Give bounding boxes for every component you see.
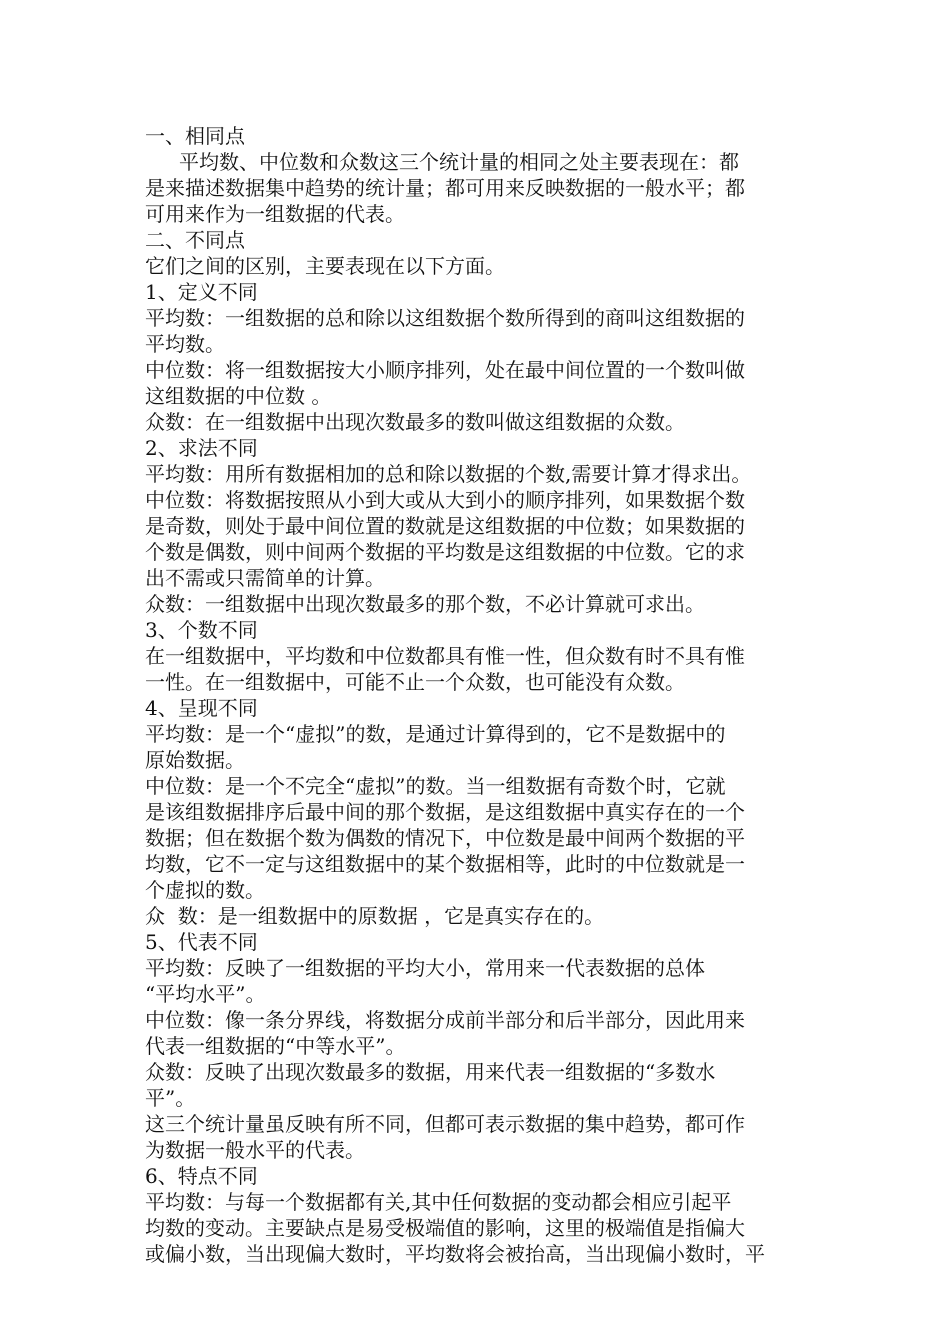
paragraph-line: 中位数：是一个不完全“虚拟”的数。当一组数据有奇数个时，它就 bbox=[145, 774, 726, 798]
paragraph-line: 平均数：与每一个数据都有关,其中任何数据的变动都会相应引起平 bbox=[145, 1190, 732, 1214]
paragraph-line: 或偏小数，当出现偏大数时，平均数将会被抬高，当出现偏小数时，平 bbox=[145, 1242, 765, 1266]
paragraph-line: “平均水平”。 bbox=[145, 982, 266, 1006]
paragraph-line: 是该组数据排序后最中间的那个数据，是这组数据中真实存在的一个 bbox=[145, 800, 745, 824]
subheading-characteristics: 6、特点不同 bbox=[145, 1164, 258, 1188]
paragraph-line: 均数的变动。主要缺点是易受极端值的影响，这里的极端值是指偏大 bbox=[145, 1216, 745, 1240]
paragraph-line: 平均数：一组数据的总和除以这组数据个数所得到的商叫这组数据的 bbox=[145, 306, 745, 330]
paragraph-line: 众数：反映了出现次数最多的数据，用来代表一组数据的“多数水 bbox=[145, 1060, 716, 1084]
paragraph-line: 中位数：像一条分界线，将数据分成前半部分和后半部分，因此用来 bbox=[145, 1008, 745, 1032]
paragraph-line: 个虚拟的数。 bbox=[145, 878, 265, 902]
paragraph-line: 代表一组数据的“中等水平”。 bbox=[145, 1034, 406, 1058]
paragraph-line: 是来描述数据集中趋势的统计量；都可用来反映数据的一般水平；都 bbox=[145, 176, 745, 200]
paragraph-line: 可用来作为一组数据的代表。 bbox=[145, 202, 405, 226]
paragraph-line: 中位数：将一组数据按大小顺序排列，处在最中间位置的一个数叫做 bbox=[145, 358, 745, 382]
paragraph-line: 个数是偶数，则中间两个数据的平均数是这组数据的中位数。它的求 bbox=[145, 540, 745, 564]
paragraph-line: 平均数、中位数和众数这三个统计量的相同之处主要表现在：都 bbox=[179, 150, 739, 174]
heading-different-points: 二、不同点 bbox=[145, 228, 245, 252]
paragraph-line: 它们之间的区别，主要表现在以下方面。 bbox=[145, 254, 505, 278]
paragraph-line: 平均数：反映了一组数据的平均大小，常用来一代表数据的总体 bbox=[145, 956, 705, 980]
subheading-count: 3、个数不同 bbox=[145, 618, 258, 642]
paragraph-line: 数据；但在数据个数为偶数的情况下，中位数是最中间两个数据的平 bbox=[145, 826, 745, 850]
paragraph-line: 中位数：将数据按照从小到大或从大到小的顺序排列，如果数据个数 bbox=[145, 488, 745, 512]
paragraph-line: 平均数：用所有数据相加的总和除以数据的个数,需要计算才得求出。 bbox=[145, 462, 752, 486]
paragraph-line: 平均数。 bbox=[145, 332, 225, 356]
heading-same-points: 一、相同点 bbox=[145, 124, 245, 148]
paragraph-line: 为数据一般水平的代表。 bbox=[145, 1138, 365, 1162]
paragraph-line: 平均数：是一个“虚拟”的数，是通过计算得到的，它不是数据中的 bbox=[145, 722, 726, 746]
paragraph-line: 在一组数据中，平均数和中位数都具有惟一性，但众数有时不具有惟 bbox=[145, 644, 745, 668]
paragraph-line: 这组数据的中位数 。 bbox=[145, 384, 332, 408]
paragraph-line: 原始数据。 bbox=[145, 748, 245, 772]
paragraph-line: 众数：在一组数据中出现次数最多的数叫做这组数据的众数。 bbox=[145, 410, 685, 434]
paragraph-line: 一性。在一组数据中，可能不止一个众数，也可能没有众数。 bbox=[145, 670, 685, 694]
subheading-definition: 1、定义不同 bbox=[145, 280, 258, 304]
paragraph-line: 这三个统计量虽反映有所不同，但都可表示数据的集中趋势，都可作 bbox=[145, 1112, 745, 1136]
paragraph-line: 均数，它不一定与这组数据中的某个数据相等，此时的中位数就是一 bbox=[145, 852, 745, 876]
paragraph-line: 是奇数，则处于最中间位置的数就是这组数据的中位数；如果数据的 bbox=[145, 514, 745, 538]
subheading-method: 2、求法不同 bbox=[145, 436, 258, 460]
paragraph-line: 出不需或只需简单的计算。 bbox=[145, 566, 385, 590]
paragraph-line: 众数：一组数据中出现次数最多的那个数，不必计算就可求出。 bbox=[145, 592, 705, 616]
paragraph-line: 平”。 bbox=[145, 1086, 196, 1110]
subheading-presentation: 4、呈现不同 bbox=[145, 696, 258, 720]
subheading-representation: 5、代表不同 bbox=[145, 930, 258, 954]
document-body bbox=[145, 123, 817, 1267]
paragraph-line: 众 数：是一组数据中的原数据 ，它是真实存在的。 bbox=[145, 904, 605, 928]
